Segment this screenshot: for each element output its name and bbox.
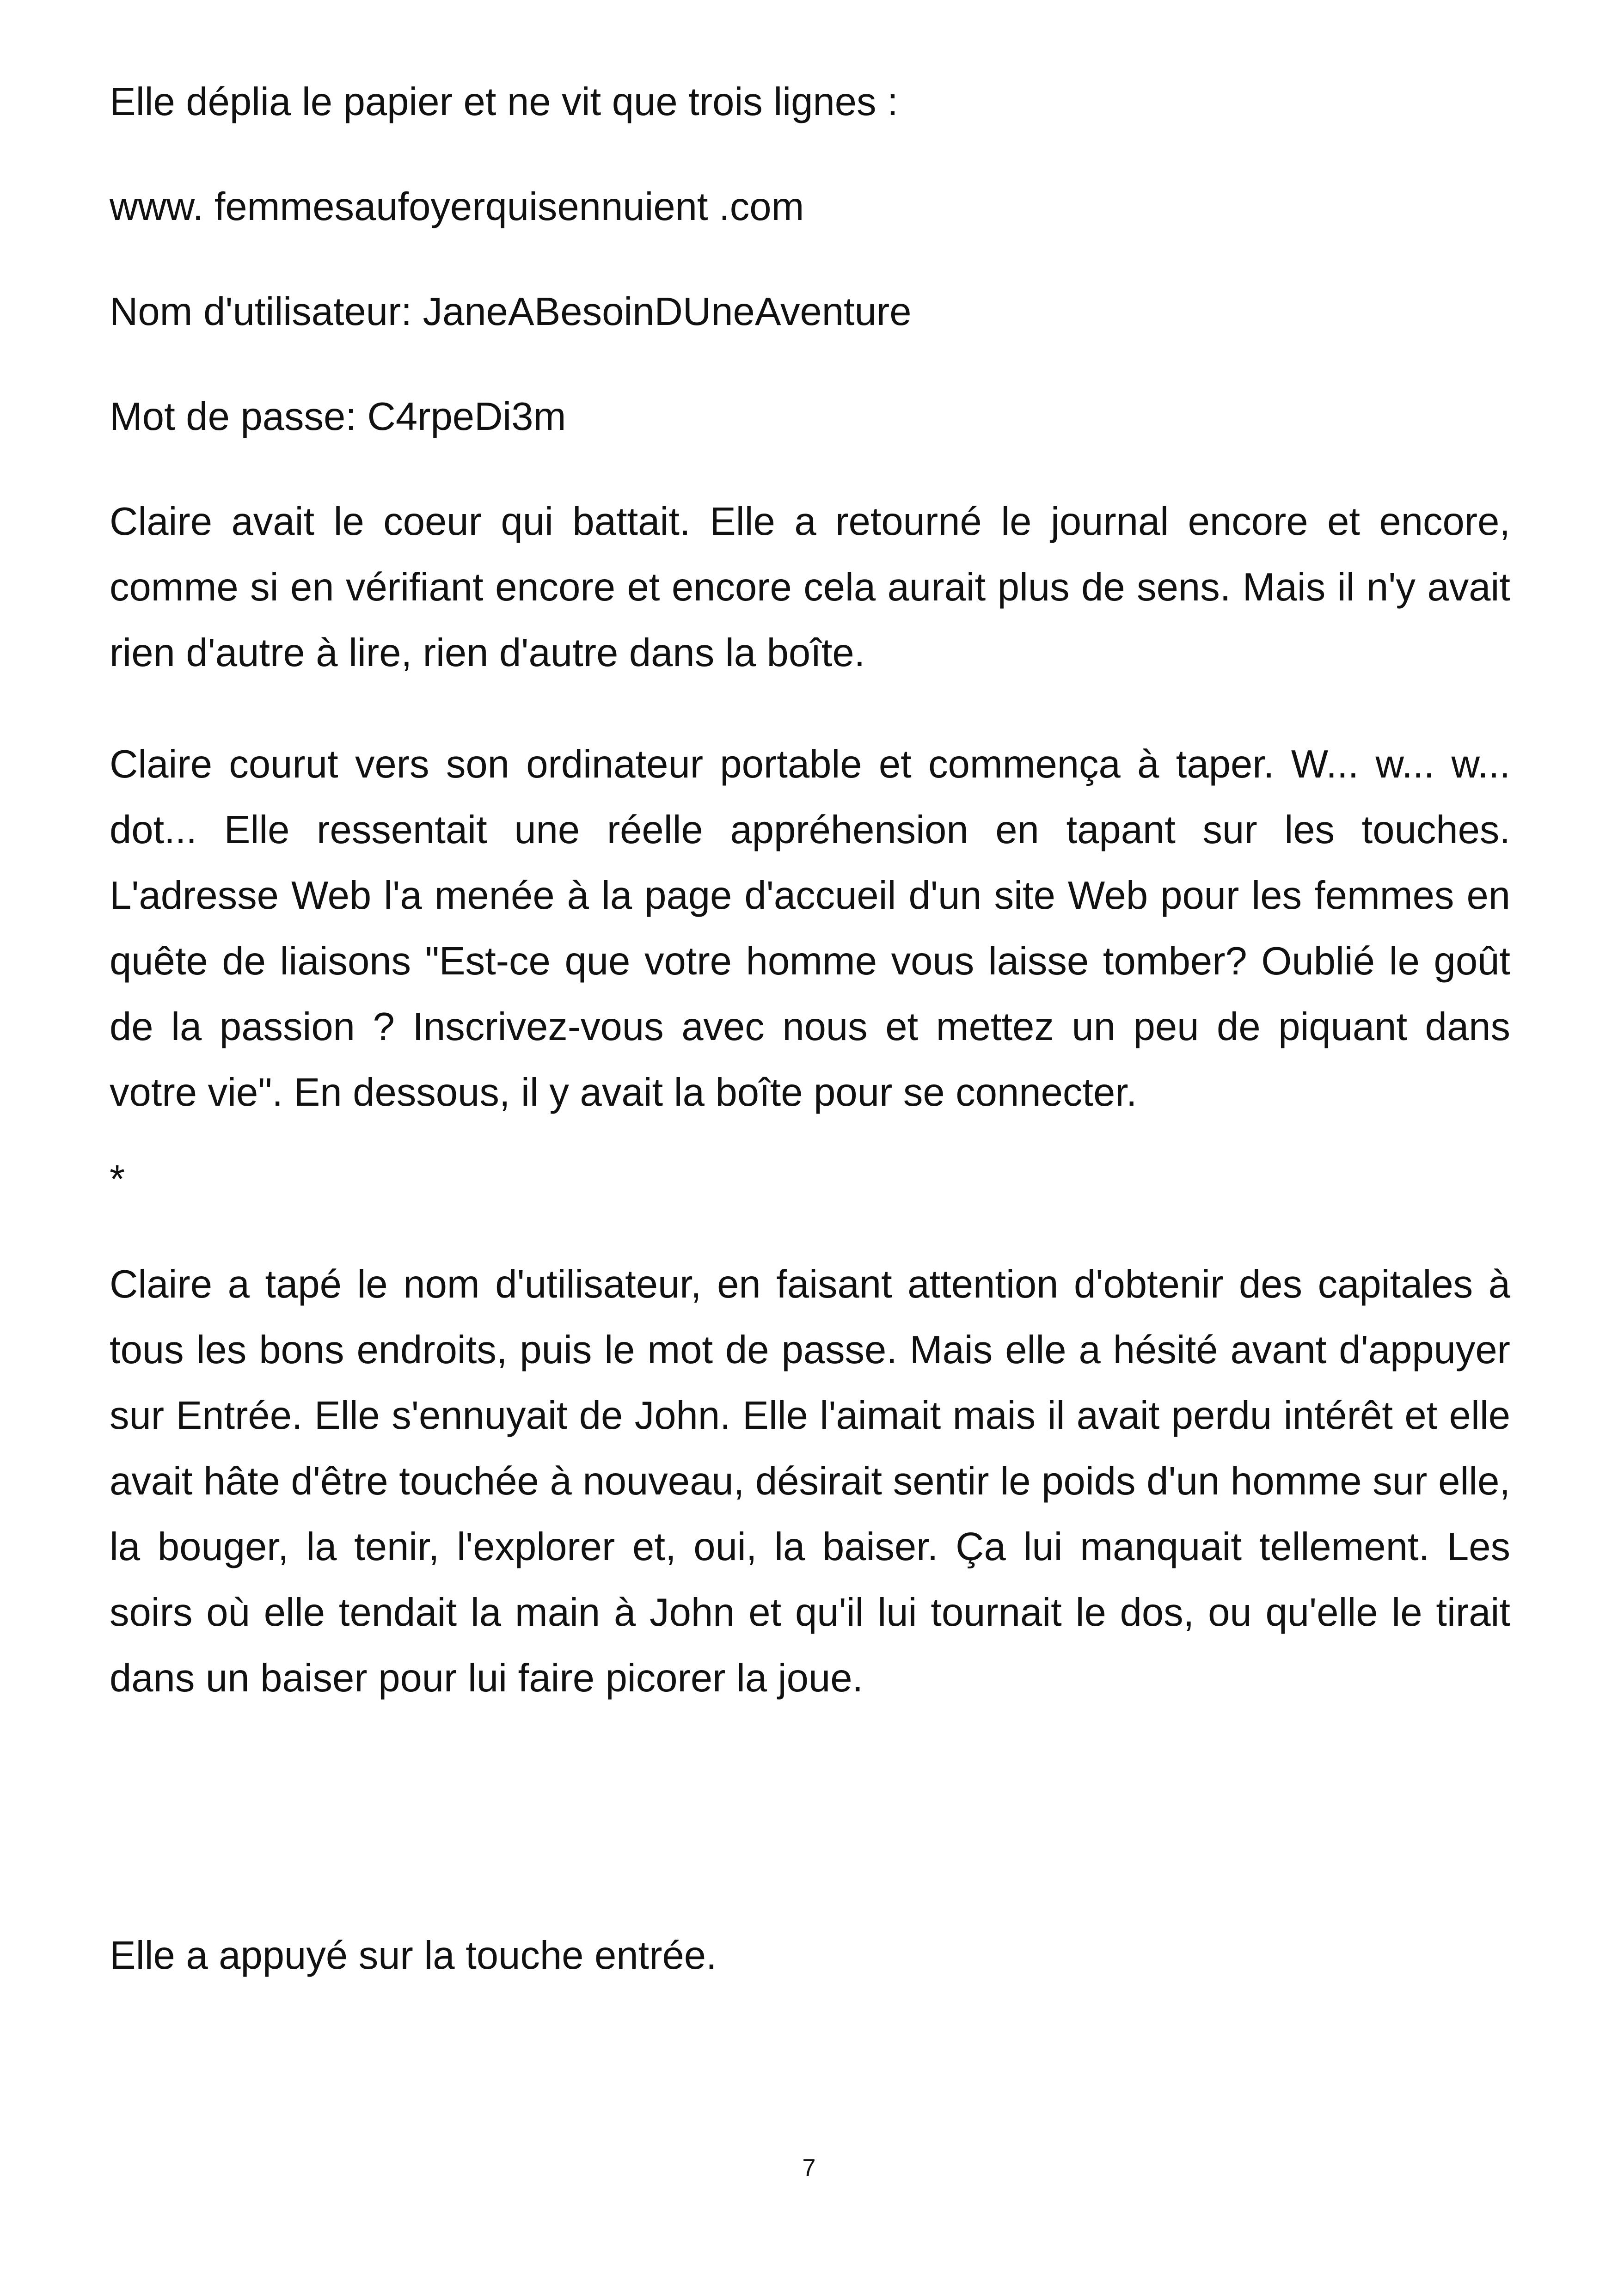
paragraph-intro: Elle déplia le papier et ne vit que trois lignes : xyxy=(110,80,898,124)
paragraph-website: www. femmesaufoyerquisennuient .com xyxy=(110,185,804,229)
paragraph-laptop: Claire courut vers son ordinateur portable et commença à taper. W... w... w... dot... Elle ressentait une réelle appréhension en tapant sur les touches. L'adresse Web l'a menée à la page d'accueil d'un site Web pour les femmes en quête de liaisons "Est-ce que votre homme vous laisse tomber? Oublié le goût de la passion ? Inscrivez-vous avec nous et mettez un peu de piquant dans votre vie". En dessous, il y avait la boîte pour se connecter. xyxy=(110,742,1510,1114)
paragraph-pressed-enter: Elle a appuyé sur la touche entrée. xyxy=(110,1934,717,1978)
page-number: 7 xyxy=(802,2155,816,2181)
paragraph-password: Mot de passe: C4rpeDi3m xyxy=(110,395,566,439)
paragraph-typed-username: Claire a tapé le nom d'utilisateur, en faisant attention d'obtenir des capitales à tous les bons endroits, puis le mot de passe. Mais elle a hésité avant d'appuyer sur Entrée. Elle s'ennuyait de John. Elle l'aimait mais il avait perdu intérêt et elle avait hâte d'être touchée à nouveau, désirait sentir le poids d'un homme sur elle, la bouger, la tenir, l'explorer et, oui, la baiser. Ça lui manquait tellement. Les soirs où elle tendait la main à John et qu'il lui tournait le dos, ou qu'elle le tirait dans un baiser pour lui faire picorer la joue. xyxy=(110,1262,1510,1700)
section-separator: * xyxy=(110,1157,125,1201)
paragraph-username: Nom d'utilisateur: JaneABesoinDUneAventure xyxy=(110,290,912,334)
paragraph-heartbeat: Claire avait le coeur qui battait. Elle a retourné le journal encore et encore, comme si en vérifiant encore et encore cela aurait plus de sens. Mais il n'y avait rien d'autre à lire, rien d'autre dans la boîte. xyxy=(110,500,1510,675)
